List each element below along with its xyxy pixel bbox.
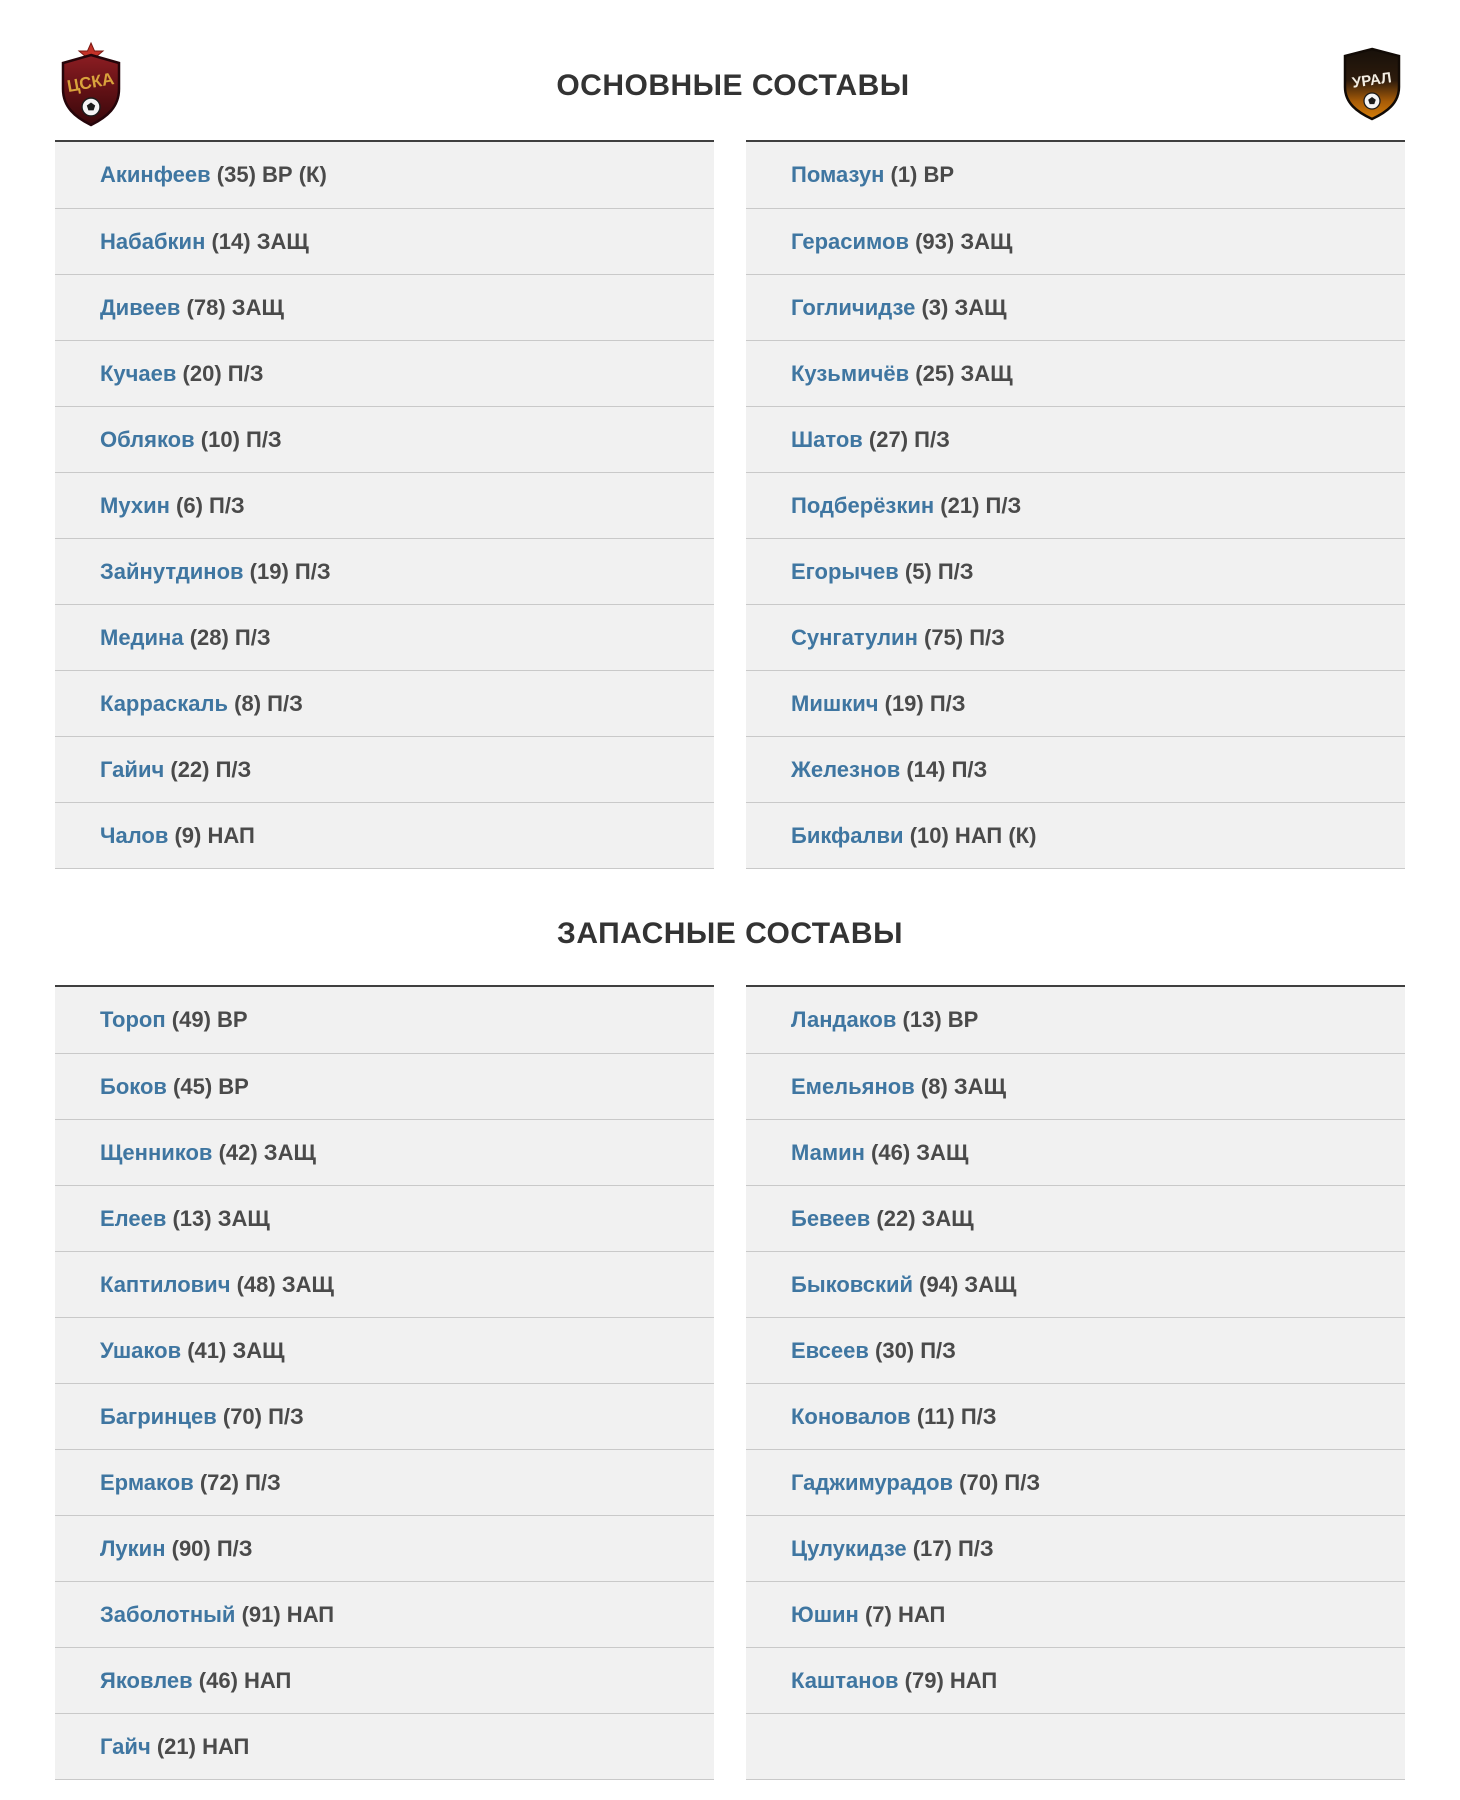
player-row: [746, 1317, 1405, 1383]
cska-logo-icon: [55, 41, 127, 132]
player-row: [746, 1185, 1405, 1251]
player-number-position: (70) П/З: [216, 1403, 304, 1429]
player-number-position: (91) НАП: [235, 1601, 335, 1627]
player-row: [746, 1053, 1405, 1119]
player-row: [746, 1581, 1405, 1647]
player-number-position: (10) П/З: [194, 426, 282, 452]
player-name-link[interactable]: Бевеев: [791, 1205, 871, 1231]
player-number-position: (21) П/З: [934, 492, 1022, 518]
player-number-position: (94) ЗАЩ: [913, 1271, 1017, 1297]
player-row: [746, 1515, 1405, 1581]
player-number-position: (90) П/З: [165, 1535, 253, 1561]
player-number-position: (46) ЗАЩ: [864, 1139, 969, 1165]
player-number-position: (30) П/З: [868, 1337, 956, 1363]
away-subs-column: [746, 985, 1405, 1780]
player-row: [55, 472, 714, 538]
player-name-link[interactable]: Ушаков: [100, 1337, 182, 1363]
subs-squads-table: [55, 985, 1405, 1780]
player-name-link[interactable]: Сунгатулин: [791, 624, 918, 650]
player-number-position: (17) П/З: [906, 1535, 994, 1561]
player-number-position: (13) ВР: [896, 1007, 979, 1032]
player-number-position: (25) ЗАЩ: [909, 360, 1013, 386]
player-name-link[interactable]: Мухин: [100, 492, 170, 518]
player-number-position: (13) ЗАЩ: [166, 1205, 270, 1231]
player-number-position: (28) П/З: [183, 624, 271, 650]
player-name-link[interactable]: Заболотный: [100, 1601, 236, 1627]
player-number-position: (48) ЗАЩ: [230, 1271, 334, 1297]
player-name-link[interactable]: Медина: [100, 624, 184, 650]
player-row: [746, 802, 1405, 868]
player-number-position: (45) ВР: [166, 1073, 249, 1099]
player-number-position: (5) П/З: [898, 558, 974, 584]
player-row: [55, 670, 714, 736]
player-name-link[interactable]: Бикфалви: [791, 822, 904, 848]
player-name-link[interactable]: Быковский: [791, 1271, 914, 1297]
player-name-link[interactable]: Емельянов: [791, 1073, 915, 1099]
away-main-squad-column: [746, 140, 1405, 869]
player-number-position: (10) НАП (К): [903, 822, 1037, 848]
player-row: [746, 472, 1405, 538]
player-name-link[interactable]: Набабкин: [100, 228, 206, 254]
player-row: [55, 1119, 714, 1185]
player-name-link[interactable]: Гайич: [100, 756, 165, 782]
player-number-position: (1) ВР: [884, 162, 955, 187]
player-number-position: (42) ЗАЩ: [212, 1139, 316, 1165]
player-number-position: (70) П/З: [953, 1469, 1041, 1495]
player-name-link[interactable]: Карраскаль: [100, 690, 229, 716]
player-row: [55, 802, 714, 868]
player-name-link[interactable]: Евсеев: [791, 1337, 869, 1363]
player-number-position: (79) НАП: [898, 1667, 998, 1693]
player-row: [746, 736, 1405, 802]
player-number-position: (78) ЗАЩ: [180, 294, 284, 320]
player-row: [55, 208, 714, 274]
player-row: [746, 1449, 1405, 1515]
player-row: [746, 670, 1405, 736]
player-name-link[interactable]: Боков: [100, 1073, 167, 1099]
player-name-link[interactable]: Ермаков: [100, 1469, 194, 1495]
player-row: [55, 1053, 714, 1119]
player-name-link[interactable]: Каштанов: [791, 1667, 899, 1693]
player-row: [55, 987, 714, 1053]
player-number-position: (21) НАП: [150, 1733, 250, 1759]
player-number-position: (9) НАП: [168, 822, 255, 848]
player-row: [55, 406, 714, 472]
player-number-position: (8) ЗАЩ: [914, 1073, 1006, 1099]
player-name-link[interactable]: Зайнутдинов: [100, 558, 244, 584]
header: [55, 42, 1405, 130]
player-row: [746, 340, 1405, 406]
player-name-link[interactable]: Кучаев: [100, 360, 177, 386]
player-row: [55, 1251, 714, 1317]
player-row: [55, 1581, 714, 1647]
player-row: [746, 1119, 1405, 1185]
player-number-position: (3) ЗАЩ: [915, 294, 1007, 320]
player-row: [746, 142, 1405, 208]
player-number-position: (20) П/З: [176, 360, 264, 386]
player-row: [55, 1449, 714, 1515]
player-name-link[interactable]: Шатов: [791, 426, 863, 452]
player-number-position: (41) ЗАЩ: [181, 1337, 285, 1363]
player-name-link[interactable]: Егорычев: [791, 558, 899, 584]
player-row: [746, 1647, 1405, 1713]
player-name-link[interactable]: Герасимов: [791, 228, 909, 254]
player-number-position: (19) П/З: [243, 558, 331, 584]
player-row: [746, 987, 1405, 1053]
player-row: [746, 1383, 1405, 1449]
player-name-link[interactable]: Гаджимурадов: [791, 1469, 954, 1495]
player-number-position: (11) П/З: [910, 1403, 997, 1429]
player-name-link[interactable]: Ландаков: [791, 1007, 897, 1032]
player-name-link[interactable]: Железнов: [791, 756, 901, 782]
player-row: [55, 1713, 714, 1779]
player-name-link[interactable]: Мишкич: [791, 690, 879, 716]
player-name-link[interactable]: Лукин: [100, 1535, 166, 1561]
player-row: [55, 274, 714, 340]
player-number-position: (14) ЗАЩ: [205, 228, 309, 254]
player-row: [746, 208, 1405, 274]
player-number-position: (35) ВР (К): [210, 162, 327, 187]
home-main-squad-column: [55, 140, 714, 869]
home-subs-column: [55, 985, 714, 1780]
svg-text:ЦСКА: ЦСКА: [65, 68, 116, 96]
player-row: [55, 1317, 714, 1383]
player-number-position: (22) П/З: [164, 756, 252, 782]
player-name-link[interactable]: Мамин: [791, 1139, 865, 1165]
player-row: [746, 274, 1405, 340]
player-name-link[interactable]: Чалов: [100, 822, 169, 848]
player-row: [746, 406, 1405, 472]
player-row: [55, 340, 714, 406]
player-number-position: (22) ЗАЩ: [870, 1205, 974, 1231]
player-name-link[interactable]: Обляков: [100, 426, 195, 452]
player-row: [746, 1251, 1405, 1317]
main-squads-table: [55, 140, 1405, 869]
player-row: [746, 604, 1405, 670]
player-number-position: (27) П/З: [862, 426, 950, 452]
player-number-position: (7) НАП: [858, 1601, 946, 1627]
player-name-link[interactable]: Каптилович: [100, 1271, 231, 1297]
player-name-link[interactable]: Помазун: [791, 162, 885, 187]
player-number-position: (46) НАП: [192, 1667, 292, 1693]
player-number-position: (19) П/З: [878, 690, 966, 716]
player-number-position: (93) ЗАЩ: [908, 228, 1013, 254]
player-name-link[interactable]: Коновалов: [791, 1403, 911, 1429]
ural-logo-icon: [1339, 47, 1405, 126]
player-number-position: (8) П/З: [228, 690, 303, 716]
player-name-link[interactable]: Дивеев: [100, 294, 181, 320]
player-row: [55, 1185, 714, 1251]
player-number-position: (75) П/З: [917, 624, 1005, 650]
player-name-link[interactable]: Щенников: [100, 1139, 213, 1165]
player-name-link[interactable]: Гогличидзе: [791, 294, 916, 320]
player-name-link[interactable]: Тороп: [100, 1007, 166, 1032]
main-squads-title: ОСНОВНЫЕ СОСТАВЫ: [556, 69, 910, 102]
player-row: [746, 1713, 1405, 1779]
player-row: [55, 1647, 714, 1713]
player-name-link[interactable]: Подберёзкин: [791, 492, 935, 518]
player-name-link[interactable]: Юшин: [791, 1601, 859, 1627]
player-row: [746, 538, 1405, 604]
player-number-position: (14) П/З: [900, 756, 988, 782]
player-row: [55, 142, 714, 208]
player-name-link[interactable]: Кузьмичёв: [791, 360, 910, 386]
player-number-position: (49) ВР: [165, 1007, 248, 1032]
player-number-position: (72) П/З: [193, 1469, 281, 1495]
player-name-link[interactable]: Елеев: [100, 1205, 167, 1231]
player-row: [55, 1383, 714, 1449]
subs-squads-title: ЗАПАСНЫЕ СОСТАВЫ: [557, 917, 903, 950]
player-name-link[interactable]: Цулукидзе: [791, 1535, 907, 1561]
player-number-position: (6) П/З: [169, 492, 245, 518]
player-row: [55, 538, 714, 604]
player-name-link[interactable]: Акинфеев: [100, 162, 211, 187]
player-name-link[interactable]: Багринцев: [100, 1403, 217, 1429]
player-row: [55, 736, 714, 802]
player-row: [55, 604, 714, 670]
svg-text:УРАЛ: УРАЛ: [1351, 68, 1393, 92]
player-row: [55, 1515, 714, 1581]
player-name-link[interactable]: Яковлев: [100, 1667, 193, 1693]
player-name-link[interactable]: Гайч: [100, 1733, 151, 1759]
